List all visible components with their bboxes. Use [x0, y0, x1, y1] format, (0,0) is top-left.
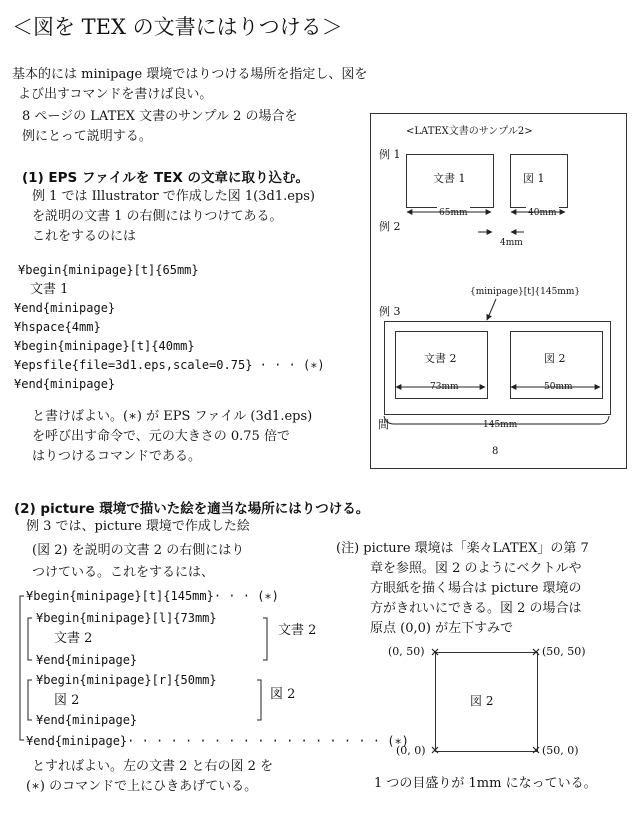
minipage-note: {minipage}[t]{145mm} — [470, 287, 581, 297]
section1-after-1: と書けばよい。(∗) が EPS ファイル (3d1.eps) — [32, 409, 313, 424]
code-line: ¥end{minipage} — [36, 713, 138, 727]
width-145-label: 145mm — [483, 420, 518, 430]
section1-para-1: 例 1 では Illustrator で作成した図 1(3d1.eps) — [32, 189, 315, 204]
code-line: ¥begin{minipage}[t]{40mm} — [14, 339, 195, 353]
code-line: ¥epsfile{file=3d1.eps,scale=0.75} · · · (∗) — [14, 358, 325, 372]
bracket-inner-2-right — [257, 680, 261, 720]
note-line-4: 方がきれいにできる。図 2 の場合は — [370, 601, 582, 616]
code-line: ¥end{minipage} — [36, 653, 138, 667]
width-50-label: 50mm — [544, 382, 573, 392]
section2-para-3: つけている。これをするには、 — [32, 565, 215, 580]
code-line: ¥end{minipage}· · · · · · · · · · · · · · · · · · (∗) — [26, 734, 409, 748]
note-line-2: 章を参照。図 2 のようにベクトルや — [370, 561, 582, 576]
code-line: ¥end{minipage} — [14, 377, 116, 391]
sample-caption: <LATEX文書のサンプル2> — [406, 126, 533, 137]
note-line-3: 方眼紙を描く場合は picture 環境の — [370, 581, 582, 596]
cross-mark — [533, 747, 539, 753]
doc2-label: 文書 2 — [424, 352, 457, 365]
bracket-inner-1-right — [263, 618, 267, 660]
bracket-outer — [20, 596, 24, 740]
picture-fig2-label: 図 2 — [470, 694, 494, 708]
note-line-5: 原点 (0,0) が左下すみで — [370, 621, 514, 636]
cross-mark — [432, 747, 438, 753]
code-line: ¥begin{minipage}[l]{73mm} — [36, 611, 217, 625]
intro-line-2: よび出すコマンドを書けば良い。 — [18, 87, 213, 102]
coord-top-left: (0, 50) — [388, 645, 425, 658]
coord-top-right: (50, 50) — [542, 645, 586, 658]
code-line: 文書 1 — [30, 282, 69, 297]
doc1-label: 文書 1 — [433, 172, 466, 185]
note-footer: 1 つの目盛りが 1mm になっている。 — [374, 776, 597, 791]
page-title: ＜図を TEX の文書にはりつける＞ — [12, 15, 343, 39]
sample-page-number: 8 — [492, 446, 499, 457]
code-line: ¥end{minipage} — [14, 301, 116, 315]
section1-after-3: はりつけるコマンドである。 — [32, 449, 202, 464]
cross-mark — [533, 649, 539, 655]
intro-line-3: 8 ページの LATEX 文書のサンプル 2 の場合を — [22, 109, 298, 124]
brace-label-doc2: 文書 2 — [278, 623, 317, 638]
section1-para-2: を説明の文書 1 の右側にはりつけてある。 — [32, 209, 283, 224]
width-40-label: 40mm — [528, 208, 557, 218]
section2-para-1: 例 3 では、picture 環境で作成した絵 — [26, 519, 250, 534]
code-line: 図 2 — [54, 693, 80, 708]
section2-heading: (2) picture 環境で描いた絵を適当な場所にはりつける。 — [14, 501, 370, 517]
bracket-inner-1-left — [28, 618, 32, 660]
section2-after-1: とすればよい。左の文書 2 と右の図 2 を — [32, 759, 274, 774]
width-73-label: 73mm — [430, 382, 459, 392]
coord-bottom-right: (50, 0) — [542, 744, 579, 757]
section2-after-2: (∗) のコマンドで上にひきあげている。 — [26, 779, 258, 794]
gap-label: 間 — [378, 418, 389, 431]
section1-para-3: これをするのには — [32, 229, 137, 244]
section1-heading: (1) EPS ファイルを TEX の文章に取り込む。 — [22, 170, 309, 186]
brace-label-fig2: 図 2 — [270, 687, 296, 702]
intro-line-1: 基本的には minipage 環境ではりつける場所を指定し、図を — [12, 67, 368, 82]
code-line: ¥begin{minipage}[t]{65mm} — [18, 263, 199, 277]
fig2-label: 図 2 — [544, 352, 566, 365]
bracket-inner-2-left — [28, 680, 32, 720]
note-line-1: (注) picture 環境は「楽々LATEX」の第 7 — [336, 541, 589, 556]
coord-bottom-left: (0, 0) — [396, 744, 426, 757]
code-line: 文書 2 — [54, 631, 93, 646]
section2-para-2: (図 2) を説明の文書 2 の右側にはり — [32, 543, 245, 558]
section1-after-2: を呼び出す命令で、元の大きさの 0.75 倍で — [32, 429, 290, 444]
arrow-minipage-note — [487, 299, 496, 320]
fig1-label: 図 1 — [523, 172, 545, 185]
width-65-label: 65mm — [439, 208, 468, 218]
gap-4-label: 4mm — [500, 238, 523, 248]
code-line: ¥begin{minipage}[r]{50mm} — [36, 673, 217, 687]
code-line: ¥hspace{4mm} — [14, 320, 101, 334]
example-3-label: 例 3 — [379, 305, 401, 318]
code-line: ¥begin{minipage}[t]{145mm}· · · (∗) — [26, 589, 279, 603]
cross-mark — [432, 649, 438, 655]
bracket-145 — [384, 416, 609, 424]
example-2-label: 例 2 — [379, 220, 401, 233]
example-1-label: 例 1 — [379, 148, 401, 161]
intro-line-4: 例にとって説明する。 — [22, 129, 152, 144]
